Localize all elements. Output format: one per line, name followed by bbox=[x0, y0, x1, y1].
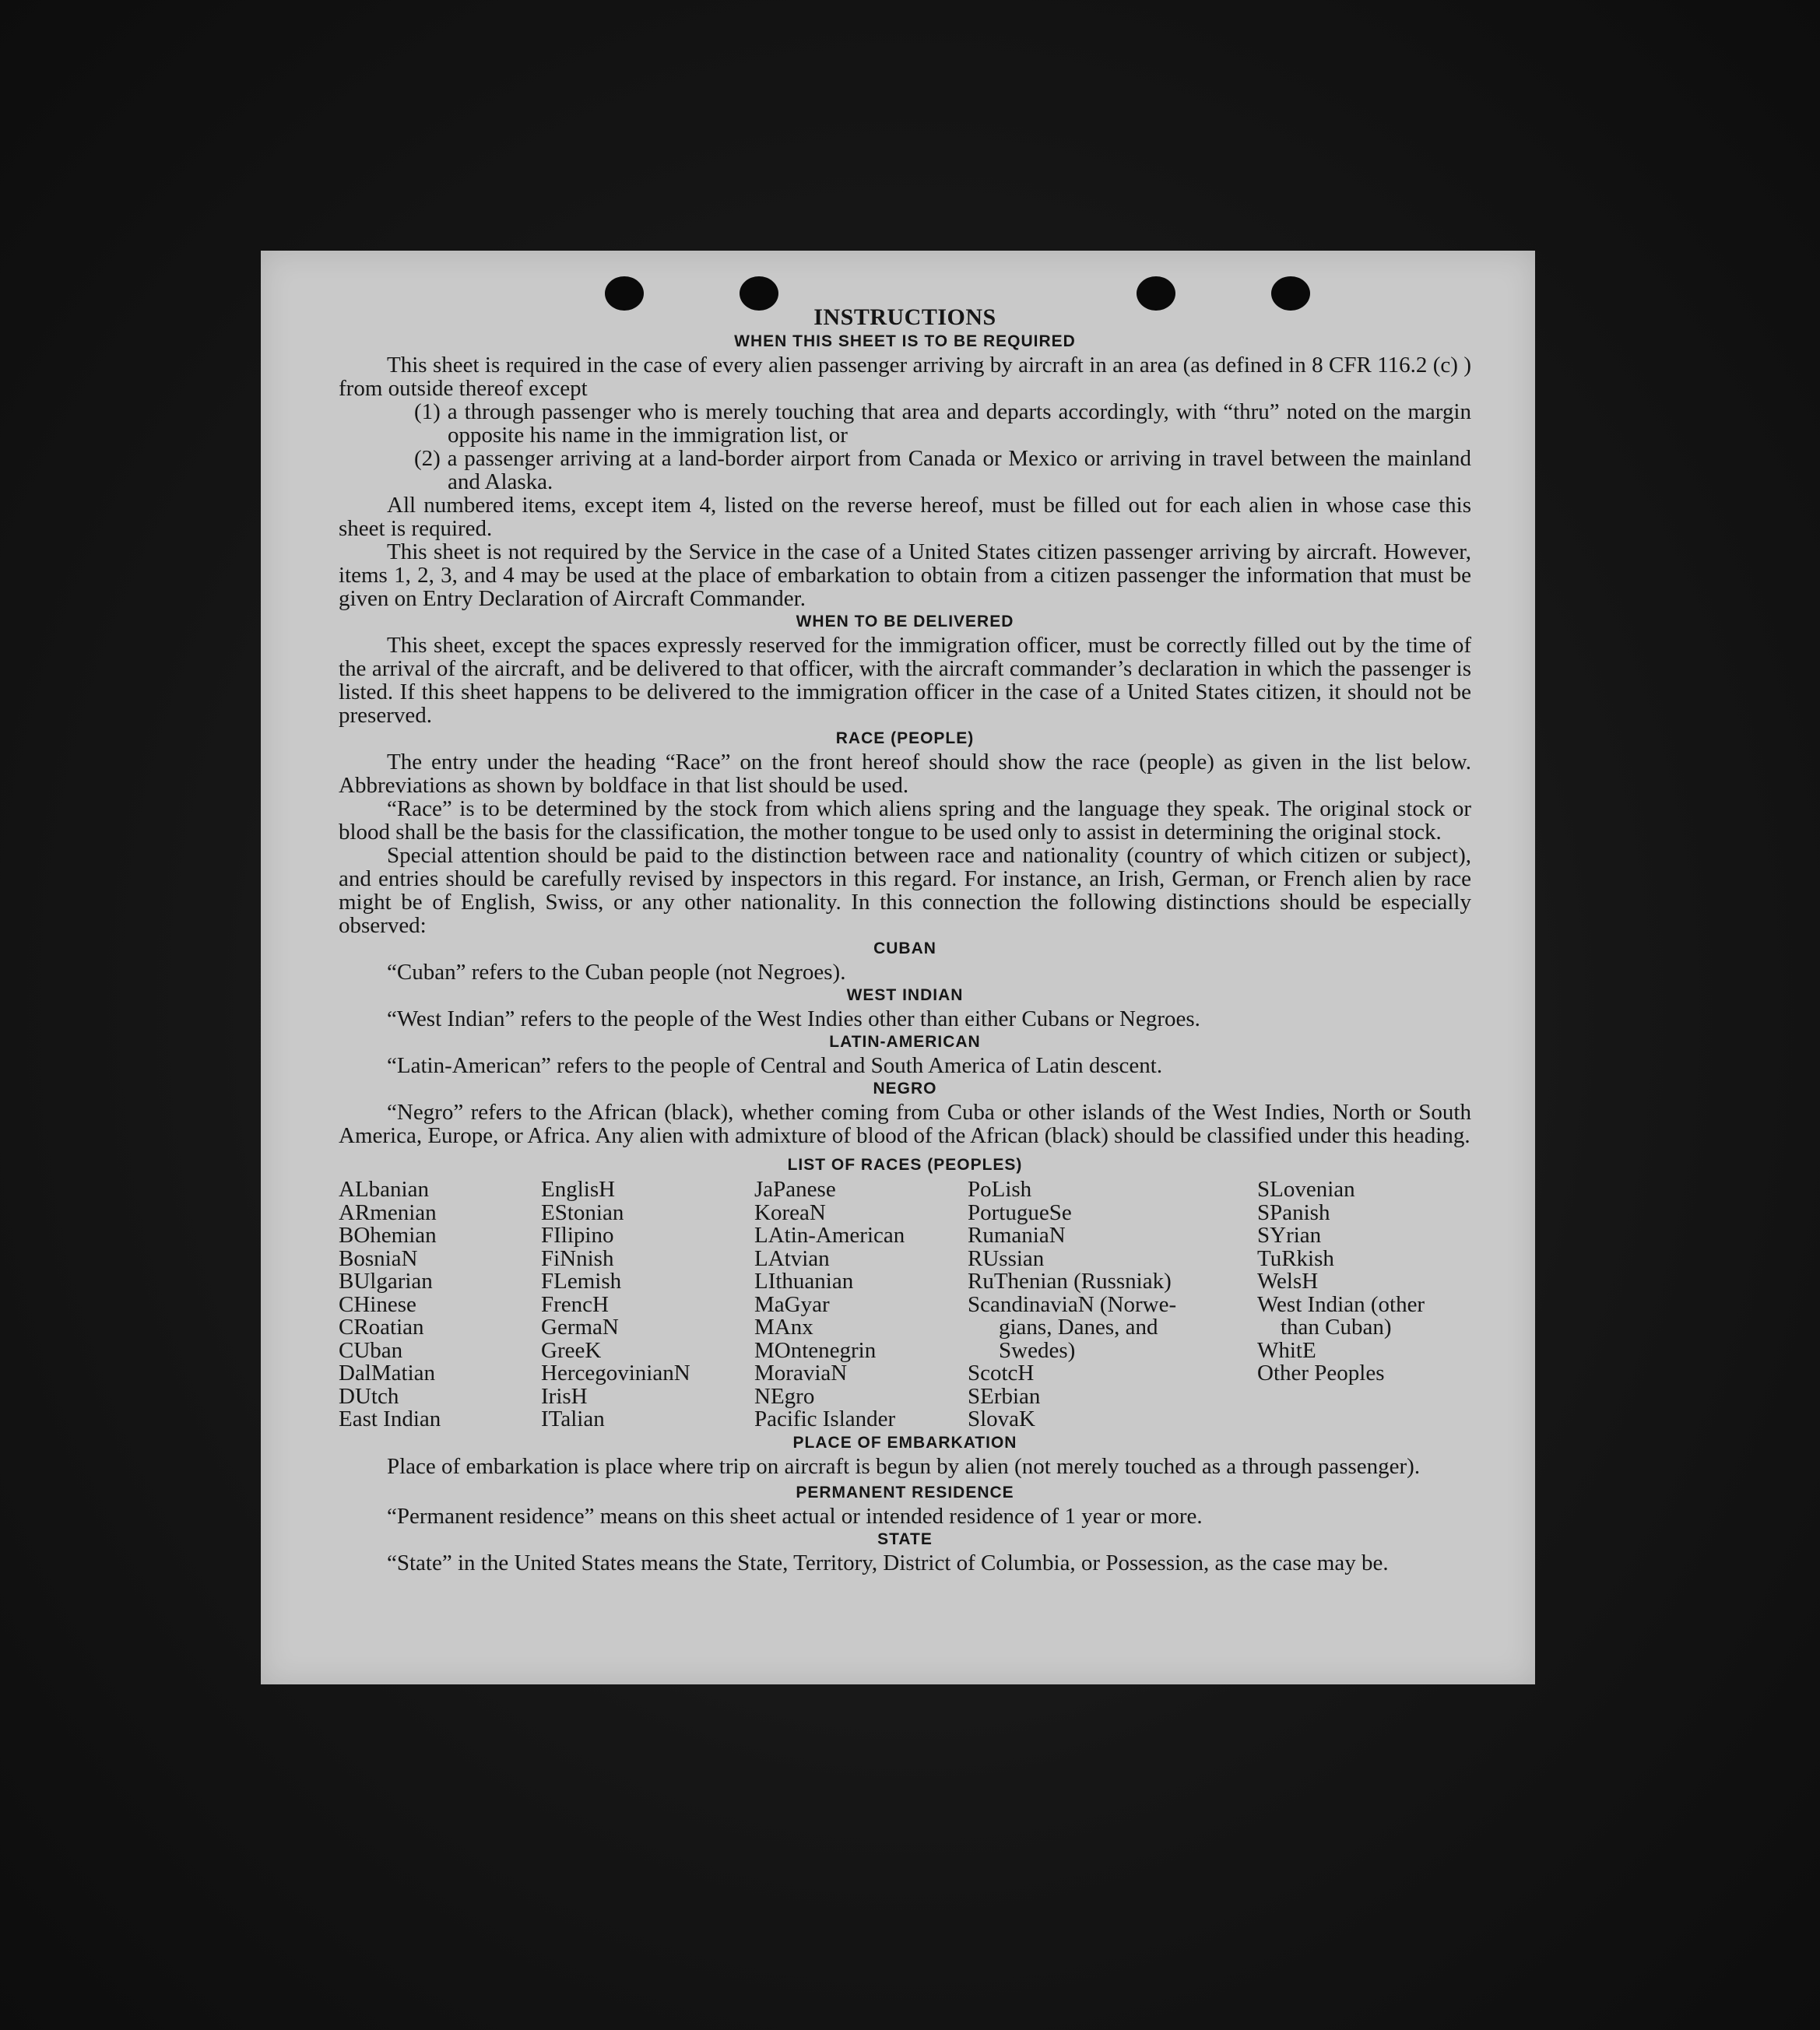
race-item: SYrian bbox=[1257, 1223, 1322, 1248]
list-item: (1) a through passenger who is merely touching that area and departs accordingly, with “thru” noted on the margin opposite his name in the immigration list, or bbox=[414, 399, 1471, 448]
section-heading: STATE bbox=[877, 1530, 933, 1548]
races-column bbox=[541, 1178, 754, 1431]
race-item: PortugueSe bbox=[968, 1199, 1072, 1225]
race-item-continuation: Swedes) bbox=[999, 1337, 1076, 1363]
section-heading: WHEN THIS SHEET IS TO BE REQUIRED bbox=[734, 332, 1076, 350]
race-item: ARmenian bbox=[339, 1199, 437, 1225]
race-item: CHinese bbox=[339, 1291, 416, 1317]
race-item: ITalian bbox=[541, 1407, 605, 1431]
race-item: ScandinaviaN (Norwe- bbox=[968, 1291, 1177, 1317]
race-item: CUban bbox=[339, 1337, 403, 1363]
paragraph: This sheet is not required by the Service in the case of a United States citizen passenger arriving by aircraft. However, items 1, 2, 3, and 4 may be used at the place of embarkation to obtain from a citizen passenger the information that must be given on Entry Declaration of Aircraft Commander. bbox=[339, 539, 1471, 611]
races-list bbox=[339, 1178, 1471, 1431]
section-heading: PLACE OF EMBARKATION bbox=[792, 1433, 1017, 1452]
paragraph: “Race” is to be determined by the stock from which aliens spring and the language they speak. The original stock or blood shall be the basis for the classification, the mother tongue to be used only to assist in determining the original stock. bbox=[339, 796, 1471, 845]
race-item: PoLish bbox=[968, 1177, 1032, 1202]
document-content bbox=[339, 305, 1471, 1575]
section-heading: CUBAN bbox=[873, 939, 936, 957]
race-item: DalMatian bbox=[339, 1361, 436, 1386]
races-column bbox=[968, 1178, 1257, 1431]
race-item: JaPanese bbox=[754, 1177, 836, 1202]
races-heading: LIST OF RACES (PEOPLES) bbox=[787, 1156, 1023, 1174]
paragraph: The entry under the heading “Race” on the front hereof should show the race (people) as given in the list below. Abbreviations as shown by boldface in that list should be used. bbox=[339, 750, 1471, 798]
race-item: LAtvian bbox=[754, 1245, 830, 1271]
race-item: CRoatian bbox=[339, 1315, 424, 1340]
section-heading: WHEN TO BE DELIVERED bbox=[796, 613, 1014, 630]
races-column bbox=[339, 1178, 541, 1431]
document-sheet bbox=[261, 251, 1535, 1684]
race-item: FiNnish bbox=[541, 1245, 614, 1271]
race-item: MOntenegrin bbox=[754, 1337, 877, 1363]
race-item: LAtin-American bbox=[754, 1223, 905, 1248]
race-item-continuation: than Cuban) bbox=[1281, 1315, 1392, 1340]
race-item: Pacific Islander bbox=[754, 1407, 896, 1431]
race-item: FLemish bbox=[541, 1269, 622, 1294]
section-heading: LATIN-AMERICAN bbox=[829, 1033, 981, 1051]
list-item: (2) a passenger arriving at a land-border airport from Canada or Mexico or arriving in travel between the mainland and Alaska. bbox=[414, 446, 1471, 494]
race-item: ALbanian bbox=[339, 1177, 429, 1202]
races-column bbox=[754, 1178, 968, 1431]
races-column bbox=[1257, 1178, 1471, 1431]
section-heading: NEGRO bbox=[873, 1080, 937, 1098]
section-heading: PERMANENT RESIDENCE bbox=[796, 1483, 1014, 1501]
race-item: RuThenian (Russniak) bbox=[968, 1269, 1172, 1294]
race-item: HercegovinianN bbox=[541, 1361, 690, 1386]
document-title: INSTRUCTIONS bbox=[813, 304, 996, 330]
race-item: GermaN bbox=[541, 1315, 619, 1340]
paragraph: “Permanent residence” means on this sheet actual or intended residence of 1 year or more. bbox=[387, 1503, 1203, 1529]
race-item: IrisH bbox=[541, 1383, 588, 1409]
race-item: FrencH bbox=[541, 1291, 609, 1317]
race-item: MAnx bbox=[754, 1315, 813, 1340]
race-item: EStonian bbox=[541, 1199, 624, 1225]
race-item: WhitE bbox=[1257, 1337, 1316, 1363]
race-item: RumaniaN bbox=[968, 1223, 1066, 1248]
paragraph: All numbered items, except item 4, listed on the reverse hereof, must be filled out for each alien in whose case this sheet is required. bbox=[339, 493, 1471, 541]
race-item: EnglisH bbox=[541, 1177, 616, 1202]
race-item: ScotcH bbox=[968, 1361, 1035, 1386]
race-item: MoraviaN bbox=[754, 1361, 848, 1386]
race-item-continuation: gians, Danes, and bbox=[999, 1315, 1158, 1340]
race-item: East Indian bbox=[339, 1407, 441, 1431]
race-item: WelsH bbox=[1257, 1269, 1319, 1294]
race-item: BUlgarian bbox=[339, 1269, 433, 1294]
race-item: NEgro bbox=[754, 1383, 815, 1409]
section-heading: RACE (PEOPLE) bbox=[835, 729, 975, 747]
paragraph: Special attention should be paid to the distinction between race and nationality (country of which citizen or subject), and entries should be carefully revised by inspectors in this regard. For instance, an Irish, German, or French alien by race might be of English, Swiss, or any other nationality. In this connection the following distinctions should be especially observed: bbox=[339, 843, 1471, 938]
race-item: MaGyar bbox=[754, 1291, 830, 1317]
race-item: SLovenian bbox=[1257, 1177, 1355, 1202]
race-item: TuRkish bbox=[1257, 1245, 1334, 1271]
paragraph: “Negro” refers to the African (black), whether coming from Cuba or other islands of the West Indies, North or South America, Europe, or Africa. Any alien with admixture of blood of the African (black) should be classified under this heading. bbox=[339, 1100, 1471, 1148]
paragraph: “Latin-American” refers to the people of Central and South America of Latin descent. bbox=[387, 1053, 1163, 1078]
race-item: BosniaN bbox=[339, 1245, 418, 1271]
race-item: West Indian (other bbox=[1257, 1291, 1425, 1317]
race-item: DUtch bbox=[339, 1383, 399, 1409]
race-item: SPanish bbox=[1257, 1199, 1330, 1225]
race-item: GreeK bbox=[541, 1337, 602, 1363]
section-heading: WEST INDIAN bbox=[846, 986, 964, 1004]
race-item: LIthuanian bbox=[754, 1269, 854, 1294]
paragraph: “State” in the United States means the State, Territory, District of Columbia, or Possession, as the case may be. bbox=[387, 1550, 1389, 1575]
race-item: Other Peoples bbox=[1257, 1361, 1385, 1386]
paragraph: “West Indian” refers to the people of the West Indies other than either Cubans or Negroes. bbox=[387, 1006, 1200, 1031]
paragraph: This sheet, except the spaces expressly reserved for the immigration officer, must be correctly filled out by the time of the arrival of the aircraft, and be delivered to that officer, with the aircraft commander’s declaration in which the passenger is listed. If this sheet happens to be delivered to the immigration officer in the case of a United States citizen, it should not be preserved. bbox=[339, 633, 1471, 728]
race-item: FIlipino bbox=[541, 1223, 614, 1248]
paragraph: Place of embarkation is place where trip on aircraft is begun by alien (not merely touched as a through passenger). bbox=[387, 1453, 1421, 1479]
race-item: RUssian bbox=[968, 1245, 1045, 1271]
paragraph: “Cuban” refers to the Cuban people (not Negroes). bbox=[387, 960, 846, 985]
race-item: KoreaN bbox=[754, 1199, 826, 1225]
race-item: BOhemian bbox=[339, 1223, 437, 1248]
race-item: SlovaK bbox=[968, 1407, 1035, 1431]
race-item: SErbian bbox=[968, 1383, 1041, 1409]
paragraph: This sheet is required in the case of every alien passenger arriving by aircraft in an area (as defined in 8 CFR 116.2 (c) ) from outside thereof except bbox=[339, 353, 1471, 401]
